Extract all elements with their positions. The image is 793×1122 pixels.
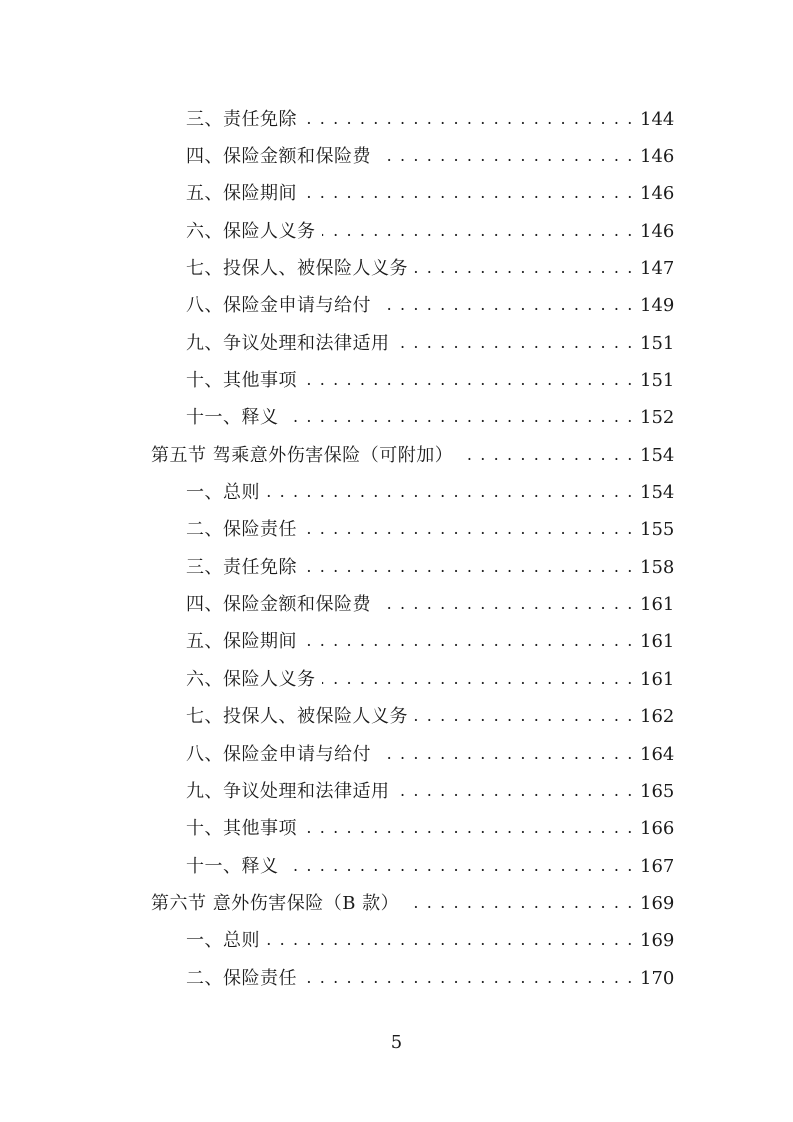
toc-leader-dots [322,223,635,241]
toc-entry-page: 151 [640,370,675,392]
toc-entry-label: 七、投保人、被保险人义务 [186,258,408,280]
toc-entry-label: 四、保险金额和保险费 [186,594,371,616]
toc-entry[interactable] [0,736,793,773]
toc-entry-page: 170 [640,967,675,989]
toc-entry-page: 154 [640,444,675,466]
toc-leader-dots [303,633,634,651]
toc-leader-dots [377,297,634,315]
toc-entry-page: 161 [640,631,675,653]
toc-entry[interactable] [0,213,793,250]
toc-entry-page: 166 [640,818,675,840]
toc-leader-dots [303,372,634,390]
toc-entry-page: 147 [640,258,675,280]
toc-leader-dots [414,260,634,278]
toc-entry-page: 169 [640,892,675,914]
toc-entry-label: 三、责任免除 [186,108,297,130]
toc-entry[interactable] [0,811,793,848]
toc-entry-label: 第六节 意外伤害保险（B 款） [151,892,400,914]
toc-entry[interactable] [0,586,793,623]
toc-leader-dots [303,521,634,539]
toc-leader-dots [303,111,634,129]
toc-leader-dots [303,820,634,838]
toc-entry[interactable] [0,661,793,698]
toc-entry[interactable] [0,549,793,586]
toc-entry-label: 二、保险责任 [186,519,297,541]
toc-entry[interactable] [0,101,793,138]
toc-entry-label: 六、保险人义务 [186,220,316,242]
toc-entry[interactable] [0,960,793,997]
toc-entry[interactable] [0,699,793,736]
toc-leader-dots [285,409,635,427]
toc-entry-label: 一、总则 [186,930,260,952]
toc-entry-page: 144 [640,108,675,130]
toc-leader-dots [377,746,634,764]
toc-entry[interactable] [0,512,793,549]
toc-leader-dots [377,148,634,166]
toc-section-entry[interactable] [0,437,793,474]
toc-entry-label: 八、保险金申请与给付 [186,295,371,317]
toc-entry-label: 六、保险人义务 [186,668,316,690]
toc-entry-label: 三、责任免除 [186,556,297,578]
toc-entry-page: 167 [640,855,675,877]
toc-entry-page: 146 [640,220,675,242]
toc-entry-label: 第五节 驾乘意外伤害保险（可附加） [151,444,454,466]
toc-leader-dots [303,970,634,988]
toc-entry[interactable] [0,250,793,287]
toc-leader-dots [396,335,635,353]
toc-entry[interactable] [0,400,793,437]
toc-entry-label: 九、争议处理和法律适用 [186,332,390,354]
toc-entry-label: 十、其他事项 [186,818,297,840]
toc-leader-dots [303,559,634,577]
toc-entry[interactable] [0,923,793,960]
toc-leader-dots [405,895,634,913]
toc-leader-dots [414,708,634,726]
toc-entry-page: 151 [640,332,675,354]
toc-entry-label: 十一、释义 [186,407,279,429]
toc-entry[interactable] [0,138,793,175]
toc-entry-label: 五、保险期间 [186,183,297,205]
toc-section-entry[interactable] [0,885,793,922]
toc-entry-label: 五、保险期间 [186,631,297,653]
toc-entry[interactable] [0,773,793,810]
toc-entry-label: 一、总则 [186,482,260,504]
toc-leader-dots [396,783,635,801]
toc-entry-page: 155 [640,519,675,541]
toc-entry-label: 八、保险金申请与给付 [186,743,371,765]
toc-leader-dots [266,484,634,502]
toc-leader-dots [285,858,635,876]
toc-entry-label: 九、争议处理和法律适用 [186,780,390,802]
toc-entry-page: 165 [640,780,675,802]
toc-entry[interactable] [0,176,793,213]
toc-leader-dots [322,671,635,689]
toc-entry-label: 十、其他事项 [186,370,297,392]
toc-entry-label: 四、保险金额和保险费 [186,146,371,168]
toc-entry-page: 146 [640,146,675,168]
table-of-contents [0,101,793,997]
toc-entry-label: 二、保险责任 [186,967,297,989]
toc-entry-label: 七、投保人、被保险人义务 [186,706,408,728]
toc-entry-page: 161 [640,668,675,690]
toc-leader-dots [459,447,634,465]
toc-entry-page: 149 [640,295,675,317]
toc-entry-page: 152 [640,407,675,429]
toc-entry-page: 161 [640,594,675,616]
toc-entry-page: 164 [640,743,675,765]
toc-entry-page: 154 [640,482,675,504]
page-number: 5 [390,1032,403,1053]
toc-entry-page: 169 [640,930,675,952]
toc-entry[interactable] [0,848,793,885]
toc-leader-dots [266,932,634,950]
toc-entry[interactable] [0,474,793,511]
toc-entry-label: 十一、释义 [186,855,279,877]
toc-entry[interactable] [0,288,793,325]
toc-leader-dots [303,185,634,203]
toc-entry-page: 158 [640,556,675,578]
toc-entry[interactable] [0,325,793,362]
toc-entry-page: 162 [640,706,675,728]
toc-entry[interactable] [0,624,793,661]
toc-leader-dots [377,596,634,614]
toc-entry-page: 146 [640,183,675,205]
toc-entry[interactable] [0,362,793,399]
